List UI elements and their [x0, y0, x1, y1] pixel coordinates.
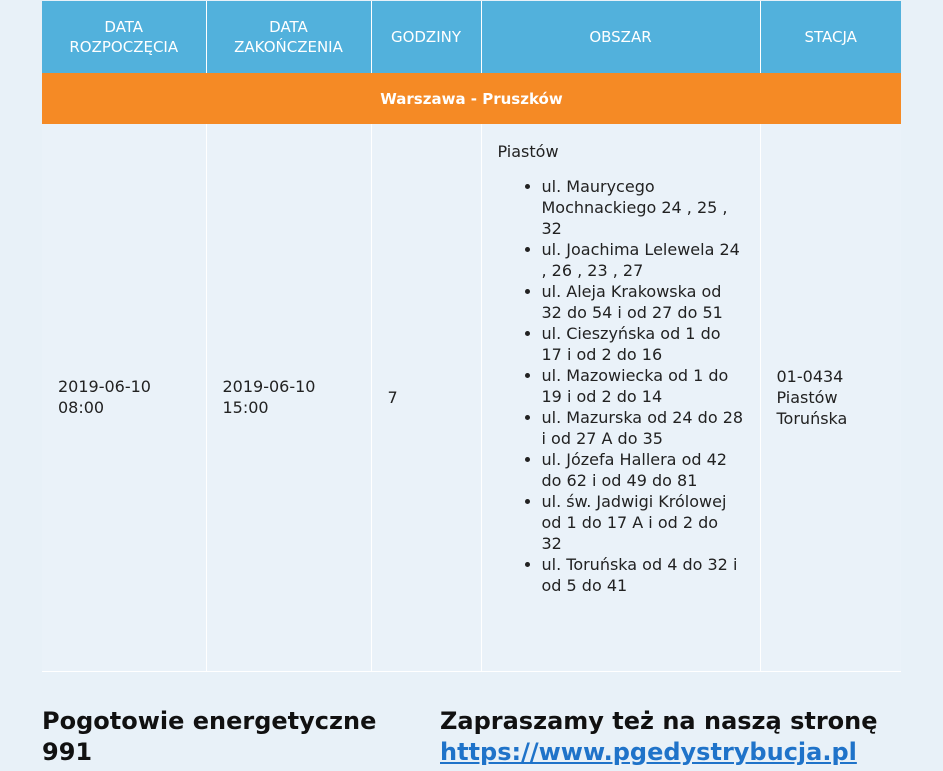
start-time: 08:00: [58, 398, 105, 418]
header-hours: GODZINY: [371, 1, 481, 73]
header-start-date: DATA ROZPOCZĘCIA: [42, 1, 206, 73]
list-item: • ul. Mazowiecka od 1 do 19 i od 2 do 14: [542, 365, 744, 407]
start-datetime-cell: [42, 124, 206, 671]
station-name-line2: Toruńska: [776, 408, 848, 428]
list-item: • ul. Joachima Lelewela 24 , 26 , 23 , 27: [542, 239, 744, 281]
list-item: • ul. Józefa Hallera od 42 do 62 i od 49 do 81: [542, 449, 744, 491]
area-cell: [481, 124, 760, 671]
emergency-label: Pogotowie energetyczne: [42, 707, 377, 735]
list-item: • ul. Aleja Krakowska od 32 do 54 i od 27 do 51: [542, 281, 744, 323]
header-end-date: DATA ZAKOŃCZENIA: [206, 1, 371, 73]
table-header-row: [42, 1, 901, 73]
website-invite: [440, 706, 878, 768]
street-list: [498, 176, 744, 596]
station-name-line1: Piastów: [776, 387, 838, 407]
emergency-number: 991: [42, 738, 93, 766]
station-code: 01-0434: [776, 366, 844, 386]
station-cell: [760, 124, 901, 671]
list-item: • ul. Maurycego Mochnackiego 24 , 25 , 32: [542, 176, 744, 239]
hours-cell: [371, 124, 481, 671]
hours-value: 7: [387, 387, 398, 407]
list-item: • ul. św. Jadwigi Królowej od 1 do 17 A i od 2 do 32: [542, 491, 744, 554]
header-area: OBSZAR: [481, 1, 760, 73]
group-title: Warszawa - Pruszków: [42, 73, 901, 124]
end-datetime-cell: [206, 124, 371, 671]
end-time: 15:00: [222, 398, 269, 418]
header-station: STACJA: [760, 1, 901, 73]
emergency-info: [42, 706, 376, 768]
table-row: [42, 124, 901, 671]
list-item: • ul. Cieszyńska od 1 do 17 i od 2 do 16: [542, 323, 744, 365]
group-row: [42, 73, 901, 124]
invite-text: Zapraszamy też na naszą stronę: [440, 707, 878, 735]
start-date: 2019-06-10: [58, 377, 151, 397]
end-date: 2019-06-10: [222, 377, 316, 397]
list-item: • ul. Toruńska od 4 do 32 i od 5 do 41: [542, 554, 744, 596]
area-name: Piastów: [497, 142, 559, 161]
outages-table: [42, 1, 901, 672]
website-link[interactable]: https://www.pgedystrybucja.pl: [440, 738, 857, 766]
list-item: • ul. Mazurska od 24 do 28 i od 27 A do 35: [542, 407, 744, 449]
